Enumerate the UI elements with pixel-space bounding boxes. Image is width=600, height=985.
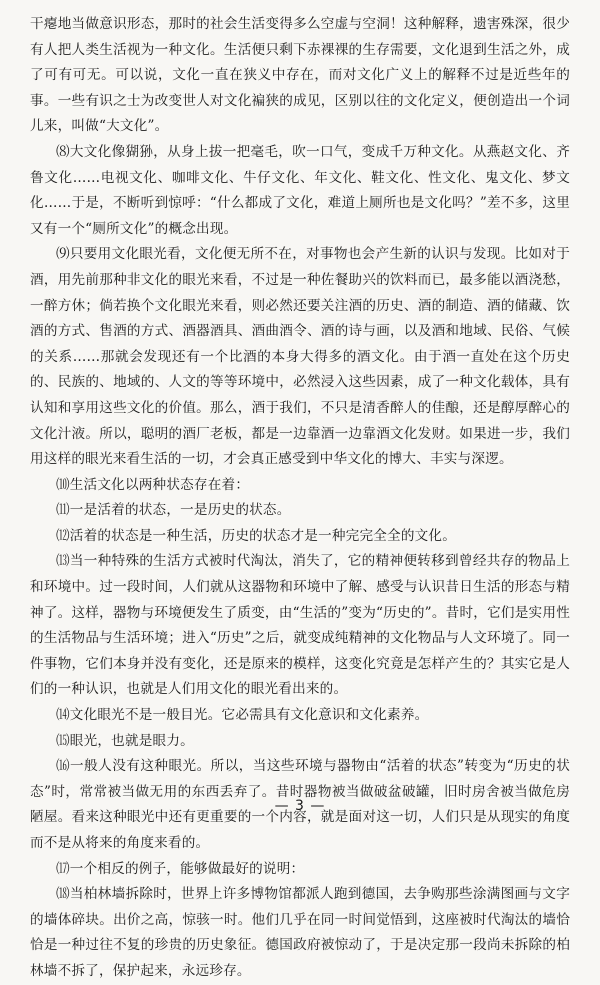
- paragraph-9: ⑼只要用文化眼光看，文化便无所不在，对事物也会产生新的认识与发现。比如对于酒，用先前那种非文化的眼光来看，不过是一种佐餐助兴的饮料而已，最多能以酒浇愁，一醉方休；倘若换个文化眼光来看，则必然还要关注酒的历史、酒的制造、酒的储藏、饮酒的方式、售酒的方式、酒器酒具、酒曲酒令、酒的诗与画，以及酒和地域、民俗、气候的关系……那就会发现还有一个比酒的本身大得多的酒文化。由于酒一直处在这个历史的、民族的、地域的、人文的等等环境中，必然浸入这些因素，成了一种文化载体，具有认知和享用这些文化的价值。那么，酒于我们，不只是清香醉人的佳酿，还是醇厚醉心的文化汁液。所以，聪明的酒厂老板，都是一边靠酒一边靠酒文化发财。如果进一步，我们用这样的眼光来看生活的一切，才会真正感受到中华文化的博大、丰实与深逻。: [30, 246, 570, 468]
- paragraph-16: ⒃一般人没有这种眼光。所以，当这些环境与器物由“活着的状态”转变为“历史的状态”时，常常被当做无用的东西丢弃了。昔时器物被当做破盆破罐，旧时房舍被当做危房陋屋。看来这种眼光中还有更重要的一个内容，就是面对这一切，人们只是从现实的角度而不是从将来的角度来看的。: [30, 758, 570, 851]
- paragraph-14: ⒁文化眼光不是一般目光。它必需具有文化意识和文化素养。: [56, 707, 429, 724]
- page-number: — 3 —: [274, 798, 326, 814]
- paragraph-continuation: 干瘪地当做意识形态，那时的社会生活变得多么空虚与空洞！这种解释，遗害殊深，很少有人把人类生活视为一种文化。生活便只剩下赤裸裸的生存需要，文化退到生活之外，成了可有可无。可以说，文化一直在狭义中存在，而对文化广义上的解释不过是近些年的事。一些有识之士为改变世人对文化褊狭的成见，区别以往的文化定义，便创造出一个词儿来，叫做“大文化”。: [30, 16, 570, 135]
- paragraph-18: ⒅当柏林墙拆除时，世界上许多博物馆都派人跑到德国，去争购那些涂满图画与文字的墙体碎块。出价之高，惊骇一时。他们几乎在同一时间觉悟到，这座被时代淘汰的墙恰恰是一种过往不复的珍贵的历史象征。德国政府被惊动了，于是决定那一段尚未拆除的柏林墙不拆了，保护起来，永远珍存。: [30, 886, 570, 979]
- paragraph-11: ⑾一是活着的状态，一是历史的状态。: [56, 502, 291, 519]
- paragraph-10: ⑽生活文化以两种状态存在着：: [56, 476, 250, 493]
- paragraph-8: ⑻大文化像猢狲，从身上拔一把毫毛，吹一口气，变成千万种文化。从燕赵文化、齐鲁文化……电视文化、咖啡文化、牛仔文化、年文化、鞋文化、性文化、鬼文化、梦文化……于是，不断听到惊呼：“什么都成了文化，难道上厕所也是文化吗？”差不多，这里又有一个“厕所文化”的概念出现。: [30, 143, 570, 237]
- paragraph-15: ⒂眼光，也就是眼力。: [56, 732, 194, 749]
- paragraph-12: ⑿活着的状态是一种生活，历史的状态才是一种完完全全的文化。: [56, 527, 457, 544]
- paragraph-17: ⒄一个相反的例子，能够做最好的说明：: [56, 860, 305, 877]
- paragraph-13: ⒀当一种特殊的生活方式被时代淘汰，消失了，它的精神便转移到曾经共存的物品上和环境中。过一段时间，人们就从这器物和环境中了解、感受与认识昔日生活的形态与精神了。这样，器物与环境便发生了质变，由“生活的”变为“历史的”。昔时，它们是实用性的生活物品与生活环境；进入“历史”之后，就变成纯精神的文化物品与人文环境了。同一件事物，它们本身并没有变化，还是原来的模样，这变化究竟是怎样产生的？其实它是人们的一种认识，也就是人们用文化的眼光看出来的。: [30, 553, 570, 698]
